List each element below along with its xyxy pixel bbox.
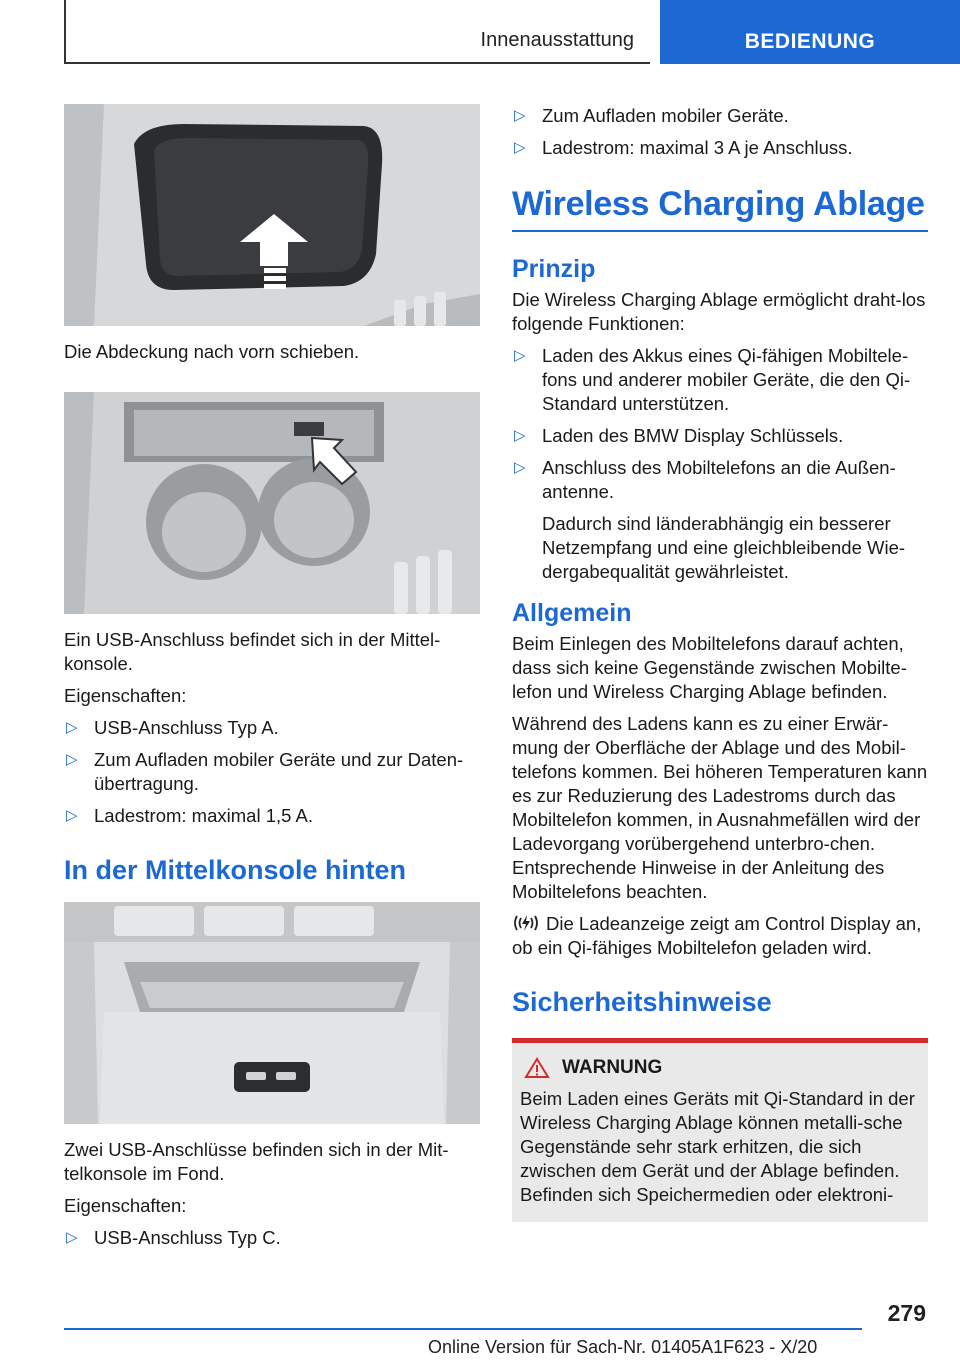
caption-cover: Die Abdeckung nach vorn schieben. [64, 341, 360, 362]
allgemein-paragraph-3: Die Ladeanzeige zeigt am Control Display an, ob ein Qi-fähiges Mobiltelefon geladen wird. [512, 913, 922, 958]
properties-label-rear: Eigenschaften: [64, 1195, 187, 1216]
allgemein-paragraph-1: Beim Einlegen des Mobiltelefons darauf achten, dass sich keine Gegenstände zwischen Mobilte-lefon und Wireless Charging Ablage befinden. [512, 633, 907, 702]
list-item: ▷ Laden des BMW Display Schlüssels. [514, 425, 844, 446]
allgemein-paragraph-2: Während des Ladens kann es zu einer Erwär-mung der Oberfläche der Ablage und des Mobil-telefons kommen. Bei höheren Temperaturen kann es zur Reduzierung des Ladestroms durch das Mobiltelefon kommen, in Ausnahmefällen wird der Ladevorgang vorübergehend unterbro-chen. Entsprechende Hinweise in der Anleitung des Mobiltelefons beachten. [512, 713, 928, 902]
header-section-tab [660, 0, 960, 64]
warning-label: WARNUNG [562, 1057, 663, 1078]
prinzip-list [512, 344, 928, 584]
wireless-charging-icon [512, 913, 540, 933]
heading-prinzip: Prinzip [512, 255, 596, 283]
left-column [64, 104, 480, 1258]
caption-usb-rear: Zwei USB-Anschlüsse befinden sich in der Mit-telkonsole im Fond. [64, 1139, 449, 1184]
list-item: ▷ Laden des Akkus eines Qi-fähigen Mobiltele-fons und anderer mobiler Geräte, die den Qi-Standard unterstützen. [514, 345, 911, 414]
header-chapter-title: Innenausstattung [480, 29, 634, 51]
page-number: 279 [887, 1300, 926, 1326]
list-item: ▷ Anschluss des Mobiltelefons an die Außen-antenne. Dadurch sind länderabhängig ein besserer Netzempfang und eine gleichbleibende Wie-dergabequalität gewährleistet. [512, 456, 928, 584]
header-section-label: BEDIENUNG [744, 30, 876, 53]
photo-usb-rear [64, 902, 480, 1124]
triangle-bullet-icon: ▷ [66, 1229, 78, 1246]
photo-cover-slide [64, 104, 480, 326]
list-item: ▷ USB-Anschluss Typ C. [66, 1227, 281, 1248]
heading-allgemein: Allgemein [512, 599, 632, 627]
list-item: ▷ USB-Anschluss Typ A. [66, 717, 279, 738]
list-item: ▷ Ladestrom: maximal 3 A je Anschluss. [514, 137, 853, 158]
warning-text: Beim Laden eines Geräts mit Qi-Standard in der Wireless Charging Ablage können metalli-sche Gegenstände sehr stark erhitzen, die sich zwischen dem Gerät und der Ablage befinden. Befinden sich Speichermedien oder elektroni- [520, 1088, 915, 1205]
list-item: ▷ Zum Aufladen mobiler Geräte und zur Daten-übertragung. [66, 749, 464, 794]
footer-online-version: Online Version für Sach-Nr. 01405A1F623 - X/20 [428, 1337, 818, 1357]
triangle-bullet-icon: ▷ [514, 459, 526, 476]
triangle-bullet-icon: ▷ [514, 347, 526, 364]
photo-usb-front [64, 392, 480, 614]
heading-rear-console: In der Mittelkonsole hinten [64, 855, 407, 885]
footer-rule [64, 1328, 862, 1330]
warning-header [524, 1057, 920, 1079]
triangle-bullet-icon: ▷ [514, 107, 526, 124]
list-item: ▷ Ladestrom: maximal 1,5 A. [66, 805, 314, 826]
warning-box [512, 1038, 928, 1222]
prinzip-text: Die Wireless Charging Ablage ermöglicht draht-los folgende Funktionen: [512, 289, 926, 334]
properties-label-front: Eigenschaften: [64, 685, 187, 706]
heading-sicherheitshinweise: Sicherheitshinweise [512, 987, 772, 1017]
properties-list-continued [512, 104, 928, 160]
properties-list-front [64, 716, 480, 828]
triangle-bullet-icon: ▷ [514, 427, 526, 444]
prinzip-item-note: Dadurch sind länderabhängig ein besserer Netzempfang und eine gleichbleibende Wie-dergabequalität gewährleistet. [542, 513, 906, 582]
triangle-bullet-icon: ▷ [66, 751, 78, 768]
properties-list-rear [64, 1226, 480, 1250]
heading-wireless-charging: Wireless Charging Ablage [512, 184, 928, 232]
triangle-bullet-icon: ▷ [514, 139, 526, 156]
right-column [512, 104, 928, 1222]
caption-usb-front: Ein USB-Anschluss befindet sich in der Mittel-konsole. [64, 629, 441, 674]
list-item: ▷ Zum Aufladen mobiler Geräte. [514, 105, 789, 126]
warning-triangle-icon [524, 1057, 550, 1079]
triangle-bullet-icon: ▷ [66, 807, 78, 824]
triangle-bullet-icon: ▷ [66, 719, 78, 736]
